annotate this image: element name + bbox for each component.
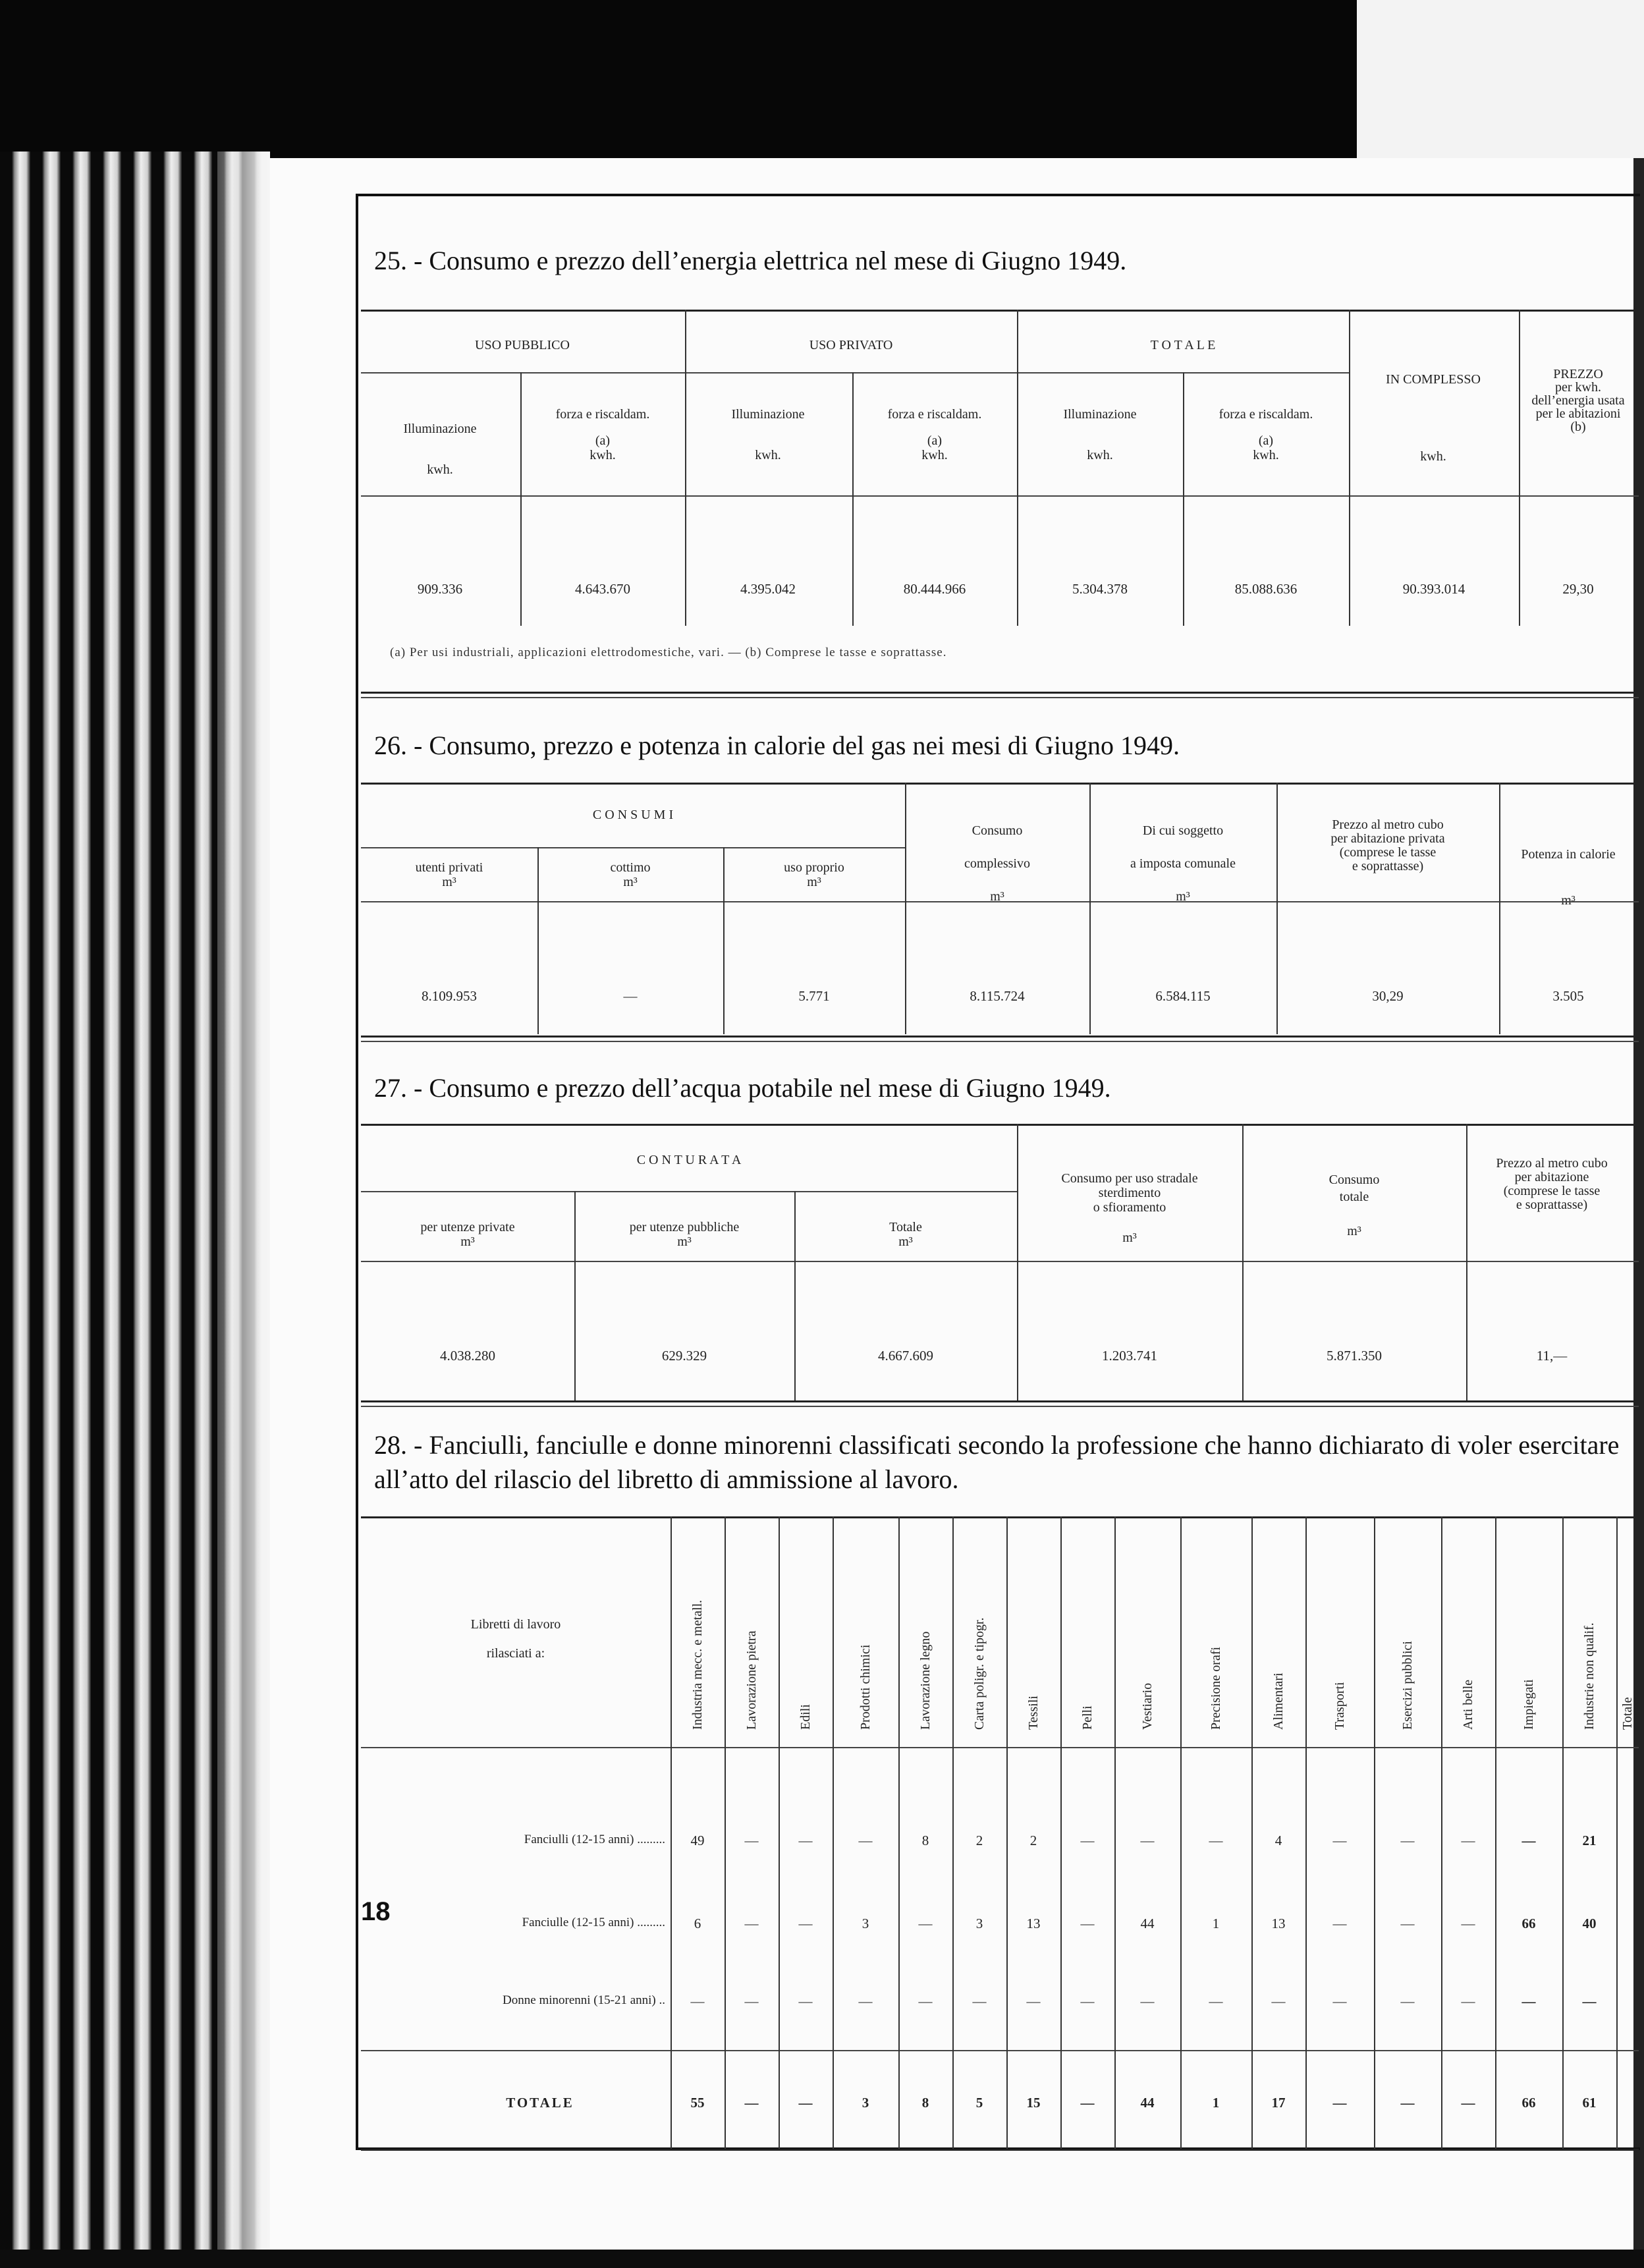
s28-cell: — bbox=[1140, 1993, 1155, 2009]
s28-cell: 40 bbox=[1582, 1916, 1597, 1931]
s28-cell: — bbox=[1332, 2095, 1347, 2111]
s28-cell: 66 bbox=[1521, 2095, 1536, 2111]
s25-bottom-rule bbox=[361, 692, 1639, 694]
s28-cell: 5 bbox=[975, 2095, 983, 2111]
s25-value: 90.393.014 bbox=[1402, 581, 1466, 597]
s25-value: 85.088.636 bbox=[1234, 581, 1298, 597]
s28-cell: — bbox=[1461, 2095, 1475, 2111]
s28-cell: — bbox=[972, 1993, 987, 2009]
s28-cell: — bbox=[1400, 1916, 1415, 1931]
s28-header-rule bbox=[361, 1747, 1639, 1748]
s28-row-label: Donne minorenni (15-21 anni) .. bbox=[503, 1993, 665, 2007]
s28-col-header: Vestiario bbox=[1140, 1682, 1155, 1730]
s26-group-rule bbox=[361, 847, 905, 848]
s28-cell: — bbox=[1209, 1993, 1223, 2009]
s25-in-complesso: IN COMPLESSO bbox=[1386, 372, 1481, 387]
s28-cell: — bbox=[1582, 1993, 1597, 2009]
s28-cell: 1 bbox=[1212, 2095, 1220, 2111]
s25-group-rule bbox=[361, 372, 1349, 373]
s27-value: 11,— bbox=[1536, 1348, 1568, 1364]
s27-col-totale: Totale m³ bbox=[889, 1220, 922, 1249]
book-gutter-shadow bbox=[217, 152, 270, 2268]
s26-prezzo-header: Prezzo al metro cubo per abitazione privata (comprese le tasse e soprattasse) bbox=[1330, 817, 1445, 873]
s28-top-rule bbox=[361, 1516, 1639, 1518]
s25-col-illum-pubblico: Illuminazione kwh. bbox=[403, 422, 477, 477]
s28-cell: — bbox=[858, 1833, 873, 1848]
s28-cell: 2 bbox=[975, 1833, 983, 1848]
s28-cell: — bbox=[798, 1993, 813, 2009]
s28-cell: — bbox=[1080, 2095, 1095, 2111]
s27-col-private: per utenze private m³ bbox=[420, 1220, 515, 1249]
s28-cell: — bbox=[1271, 1993, 1286, 2009]
s25-footnote: (a) Per usi industriali, applicazioni elettrodomestiche, vari. — (b) Comprese le tasse e soprattasse. bbox=[390, 646, 947, 659]
s26-soggetto-header: Di cui soggetto a imposta comunale m³ bbox=[1130, 823, 1236, 904]
s28-row-label: Fanciulle (12-15 anni) ......... bbox=[522, 1916, 665, 1929]
s26-value: 3.505 bbox=[1552, 988, 1584, 1004]
s28-col-header: Alimentari bbox=[1271, 1673, 1286, 1730]
s28-cell: 44 bbox=[1140, 1916, 1155, 1931]
s25-prezzo-header: PREZZO per kwh. dell’energia usata per le abitazioni (b) bbox=[1531, 367, 1625, 434]
s25-col-illum-privato: Illuminazione kwh. bbox=[731, 407, 805, 462]
s27-stradale-header: Consumo per uso stradale sterdimento o sfioramento m³ bbox=[1061, 1171, 1198, 1245]
s28-cell: 6 bbox=[694, 1916, 701, 1931]
s28-vrule bbox=[1616, 1516, 1618, 2149]
s28-col-header: Esercizi pubblici bbox=[1400, 1641, 1415, 1730]
s28-cell: 21 bbox=[1582, 1833, 1597, 1848]
s28-cell: 17 bbox=[1271, 2095, 1286, 2111]
s26-value: 8.115.724 bbox=[970, 988, 1025, 1004]
s28-cell: — bbox=[1332, 1993, 1347, 2009]
s28-col-header: Totale bbox=[1620, 1697, 1635, 1730]
s28-bottom-rule bbox=[361, 2149, 1639, 2151]
s28-cell: — bbox=[918, 1916, 933, 1931]
s28-cell: — bbox=[1521, 1993, 1536, 2009]
s28-total-label: TOTALE bbox=[506, 2095, 574, 2111]
s28-cell: — bbox=[1400, 1833, 1415, 1848]
s26-consumo-header: Consumo complessivo m³ bbox=[964, 823, 1030, 904]
s28-cell: — bbox=[1521, 1833, 1536, 1848]
section27-title: 27. - Consumo e prezzo dell’acqua potabile nel mese di Giugno 1949. bbox=[374, 1073, 1111, 1103]
s28-cell: — bbox=[918, 1993, 933, 2009]
s25-value: 4.395.042 bbox=[740, 581, 796, 597]
s26-vrule bbox=[537, 847, 539, 1034]
s25-vrule bbox=[1519, 310, 1520, 626]
s28-cell: — bbox=[1140, 1833, 1155, 1848]
scan-background-patch bbox=[1357, 0, 1644, 158]
s25-value: 5.304.378 bbox=[1072, 581, 1128, 597]
s27-prezzo-header: Prezzo al metro cubo per abitazione (comprese le tasse e soprattasse) bbox=[1496, 1156, 1608, 1212]
s28-cell: — bbox=[858, 1993, 873, 2009]
s27-vrule bbox=[794, 1191, 796, 1400]
s26-col-proprio: uso proprio m³ bbox=[784, 860, 844, 889]
s26-value: — bbox=[623, 988, 638, 1004]
s25-col-forza-privato: forza e riscaldam. (a) kwh. bbox=[887, 407, 982, 462]
s27-value: 5.871.350 bbox=[1327, 1348, 1382, 1364]
s28-cell: — bbox=[1332, 1833, 1347, 1848]
section28-title: 28. - Fanciulli, fanciulle e donne minorenni classificati secondo la professione che hanno dichiarato di voler esercitare all’atto del rilascio del libretto di ammissione al lavoro. bbox=[374, 1430, 1620, 1494]
s27-value: 629.329 bbox=[661, 1348, 707, 1364]
s25-group-privato: USO PRIVATO bbox=[809, 338, 893, 352]
s26-value: 6.584.115 bbox=[1155, 988, 1211, 1004]
s28-col-header: Industrie non qualif. bbox=[1582, 1622, 1597, 1730]
s27-bottom-rule bbox=[361, 1400, 1639, 1402]
s25-header-rule bbox=[361, 495, 1639, 497]
s28-cell: — bbox=[1332, 1916, 1347, 1931]
s28-cell: 13 bbox=[1026, 1916, 1041, 1931]
page-number: 18 bbox=[361, 1897, 391, 1926]
s28-cell: 55 bbox=[690, 2095, 705, 2111]
s27-bottom-rule-2 bbox=[361, 1406, 1639, 1407]
s28-cell: — bbox=[1461, 1993, 1475, 2009]
s25-vrule bbox=[1349, 310, 1350, 626]
s28-col-header: Edili bbox=[798, 1704, 813, 1730]
s25-value: 80.444.966 bbox=[903, 581, 966, 597]
s27-group-conturata: C O N T U R A T A bbox=[636, 1153, 742, 1167]
s26-bottom-rule-2 bbox=[361, 1041, 1639, 1042]
s28-cell: 2 bbox=[1029, 1833, 1037, 1848]
s28-cell: — bbox=[1080, 1916, 1095, 1931]
s28-cell: — bbox=[1080, 1833, 1095, 1848]
s25-value: 909.336 bbox=[417, 581, 463, 597]
s25-vrule bbox=[1017, 310, 1018, 626]
s28-col-header: Prodotti chimici bbox=[858, 1644, 873, 1730]
s25-col-forza-totale: forza e riscaldam. (a) kwh. bbox=[1219, 407, 1313, 462]
s28-cell: — bbox=[1400, 2095, 1415, 2111]
s28-col-header: Lavorazione legno bbox=[918, 1631, 933, 1730]
s25-col-illum-totale: Illuminazione kwh. bbox=[1063, 407, 1137, 462]
section26-title: 26. - Consumo, prezzo e potenza in calorie del gas nei mesi di Giugno 1949. bbox=[374, 731, 1180, 760]
s28-cell: 61 bbox=[1582, 2095, 1597, 2111]
scan-bottom-edge bbox=[0, 2250, 1644, 2268]
s28-col-header: Industria mecc. e metall. bbox=[690, 1599, 705, 1730]
section25-title: 25. - Consumo e prezzo dell’energia elettrica nel mese di Giugno 1949. bbox=[374, 246, 1127, 275]
s27-value: 4.038.280 bbox=[440, 1348, 495, 1364]
s27-col-pubbliche: per utenze pubbliche m³ bbox=[629, 1220, 740, 1249]
s27-group-rule bbox=[361, 1191, 1017, 1192]
s28-cell: — bbox=[798, 2095, 813, 2111]
s28-cell: 66 bbox=[1521, 1916, 1536, 1931]
s26-col-cottimo: cottimo m³ bbox=[610, 860, 651, 889]
s25-col-forza-pubblico: forza e riscaldam. (a) kwh. bbox=[555, 407, 650, 462]
s28-cell: — bbox=[1461, 1916, 1475, 1931]
s25-vrule bbox=[685, 310, 686, 626]
s28-total-rule bbox=[361, 2050, 1639, 2051]
s28-cell: 49 bbox=[690, 1833, 705, 1848]
s28-col-header: Arti belle bbox=[1461, 1679, 1475, 1730]
s28-cell: 3 bbox=[975, 1916, 983, 1931]
s25-bottom-rule-2 bbox=[361, 697, 1639, 698]
s26-bottom-rule bbox=[361, 1036, 1639, 1037]
s28-cell: — bbox=[798, 1916, 813, 1931]
s26-vrule bbox=[723, 847, 725, 1034]
s26-group-consumi: C O N S U M I bbox=[592, 808, 674, 822]
s28-cell: — bbox=[744, 1916, 759, 1931]
s28-cell: 8 bbox=[921, 2095, 929, 2111]
s28-cell: — bbox=[744, 2095, 759, 2111]
s28-cell: — bbox=[690, 1993, 705, 2009]
s28-cell: — bbox=[1026, 1993, 1041, 2009]
s28-cell: — bbox=[744, 1993, 759, 2009]
s28-row-label: Fanciulli (12-15 anni) ......... bbox=[524, 1833, 665, 1846]
s28-cell: — bbox=[1400, 1993, 1415, 2009]
s28-cell: 13 bbox=[1271, 1916, 1286, 1931]
s28-col-header: Precisione orafi bbox=[1209, 1646, 1223, 1730]
s26-col-utenti: utenti privati m³ bbox=[415, 860, 483, 889]
s28-cell: 44 bbox=[1140, 2095, 1155, 2111]
s28-col-header: Impiegati bbox=[1521, 1679, 1536, 1730]
s28-col-header: Lavorazione pietra bbox=[744, 1630, 759, 1730]
s28-cell: 4 bbox=[1274, 1833, 1282, 1848]
s28-cell: — bbox=[1209, 1833, 1223, 1848]
s27-consumo-totale-header: Consumo totale m³ bbox=[1329, 1173, 1380, 1238]
s28-cell: 8 bbox=[921, 1833, 929, 1848]
s27-header-rule bbox=[361, 1261, 1639, 1262]
s27-vrule bbox=[574, 1191, 576, 1400]
s26-top-rule bbox=[361, 783, 1639, 785]
s26-potenza-header: Potenza in calorie m³ bbox=[1521, 847, 1616, 908]
s26-value: 8.109.953 bbox=[422, 988, 477, 1004]
s26-value: 30,29 bbox=[1372, 988, 1404, 1004]
s28-cell: 3 bbox=[862, 2095, 869, 2111]
s28-cell: 15 bbox=[1026, 2095, 1041, 2111]
s28-cell: — bbox=[798, 1833, 813, 1848]
s25-group-totale: T O T A L E bbox=[1150, 338, 1216, 352]
s28-cell: — bbox=[744, 1833, 759, 1848]
s28-col-header: Tessili bbox=[1026, 1696, 1041, 1730]
s28-col-header: Pelli bbox=[1080, 1705, 1095, 1730]
s27-value: 4.667.609 bbox=[878, 1348, 933, 1364]
s28-row-header: Libretti di lavoro rilasciati a: bbox=[470, 1617, 561, 1661]
s27-value: 1.203.741 bbox=[1102, 1348, 1157, 1364]
s26-header-rule bbox=[361, 901, 1639, 902]
s25-group-pubblico: USO PUBBLICO bbox=[475, 338, 570, 352]
s26-value: 5.771 bbox=[798, 988, 830, 1004]
s28-cell: 1 bbox=[1212, 1916, 1220, 1931]
s28-col-header: Trasporti bbox=[1332, 1682, 1347, 1730]
s28-cell: — bbox=[1080, 1993, 1095, 2009]
s28-cell: — bbox=[1461, 1833, 1475, 1848]
s25-top-rule bbox=[361, 310, 1639, 312]
s25-value: 29,30 bbox=[1562, 581, 1594, 597]
s28-col-header: Carta poligr. e tipogr. bbox=[972, 1617, 987, 1730]
s25-value: 4.643.670 bbox=[575, 581, 630, 597]
s27-top-rule bbox=[361, 1124, 1639, 1126]
s28-cell: 3 bbox=[862, 1916, 869, 1931]
s25-unit-complesso: kwh. bbox=[1420, 449, 1446, 464]
